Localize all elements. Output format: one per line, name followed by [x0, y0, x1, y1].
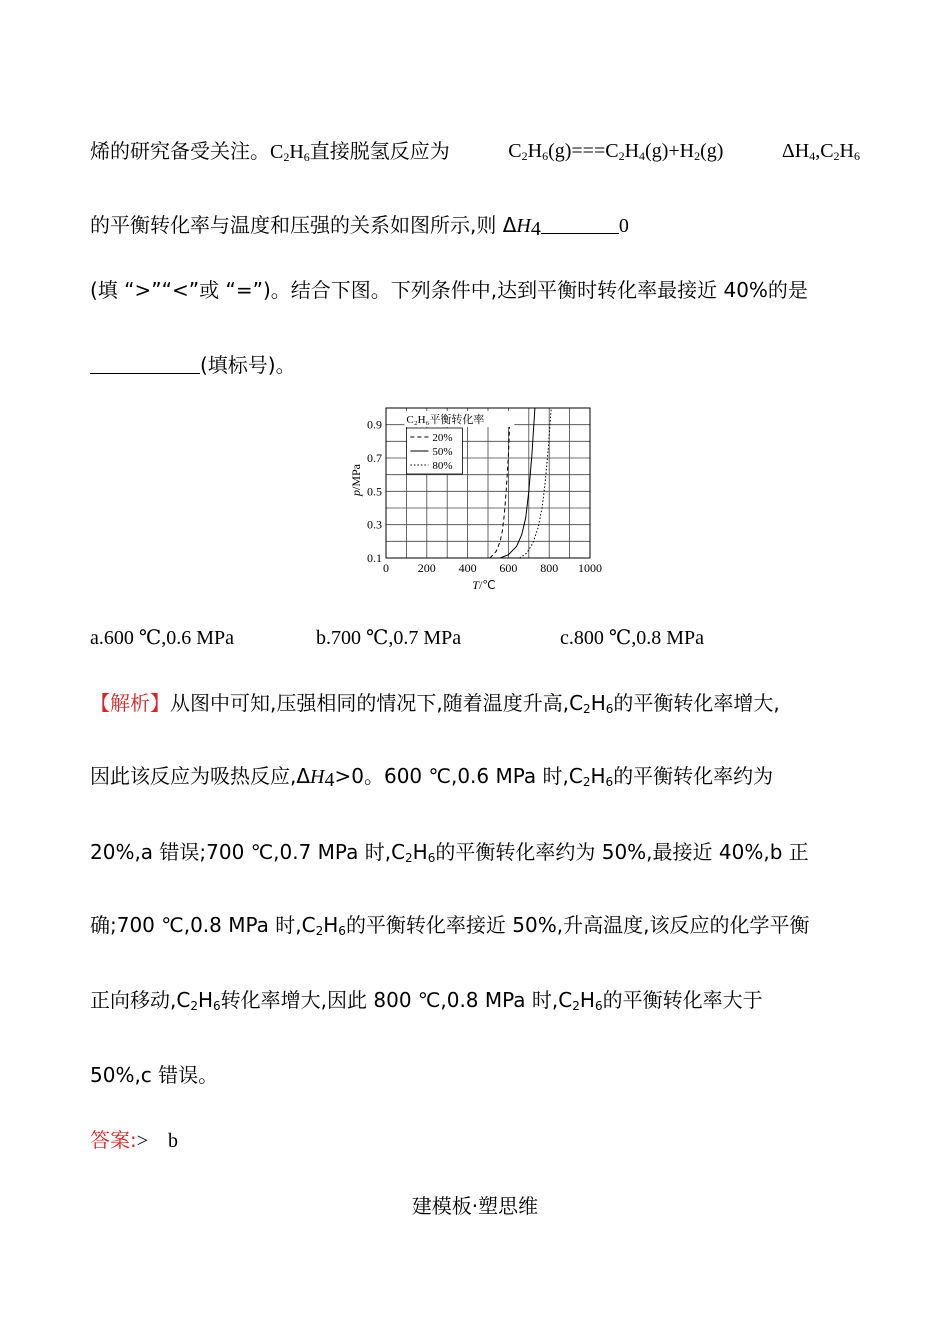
analysis-line-2: 因此该反应为吸热反应$,\Delta H_4>0$。600 ℃,0.6 MPa 时$,C_2H_6$的平衡转化率约为 — [90, 764, 774, 791]
analysis-line-6: 50%,c 错误。 — [90, 1063, 219, 1087]
series-line-20pct — [490, 408, 510, 558]
analysis-label: 【解析】 — [90, 691, 170, 715]
series-line-80pct — [520, 408, 552, 558]
question-line-1 — [90, 137, 860, 171]
y-tick-label: 0.1 — [367, 551, 382, 565]
y-axis-label: p/MPa — [349, 463, 363, 497]
y-tick-label: 0.9 — [367, 417, 382, 432]
q2-h: H — [516, 215, 531, 237]
question-line-4 — [90, 351, 296, 379]
option-c[interactable]: c.800 ℃,0.8 MPa — [560, 627, 705, 649]
analysis-line-4: 确;700 ℃,0.8 MPa 时$,C_2H_6$的平衡转化率接近 50%,升高温度,该反应的化学平衡 — [90, 913, 810, 938]
y-tick-label: 0.3 — [367, 517, 382, 532]
section-title: 建模板·塑思维 — [411, 1194, 539, 1218]
option-b[interactable]: b.700 ℃,0.7 MPa — [316, 627, 462, 649]
x-tick-label: 1000 — [578, 561, 602, 575]
analysis-line-1: 【解析】从图中可知,压强相同的情况下,随着温度升高$,C_2H_6$的平衡转化率增大, — [90, 691, 780, 716]
chart-legend — [404, 411, 514, 474]
y-tick-label: 0.7 — [367, 451, 382, 465]
reaction-equation: $C_2H_6(g)===C_2H_4(g)+H_2(g)$ — [508, 140, 724, 163]
answer-label: 答案: — [90, 1128, 137, 1152]
x-tick-label: 0 — [383, 561, 389, 575]
x-tick-label: 600 — [499, 561, 518, 575]
y-tick-label: 0.5 — [367, 484, 382, 499]
question-line-2 — [90, 211, 629, 243]
x-axis-label: T/℃ — [472, 578, 496, 592]
question-line-3 — [90, 276, 808, 304]
series-line-50pct — [500, 408, 535, 558]
q2-zero: 0 — [618, 215, 629, 237]
answer-value: > b — [136, 1130, 179, 1152]
x-tick-label: 400 — [458, 561, 477, 575]
q2-hsub: 4 — [530, 218, 541, 240]
enthalpy-symbol: $\Delta H_4,C_2H_6$ — [781, 140, 860, 163]
legend-label: 50% — [432, 446, 453, 458]
analysis-line-3: 20%,a 错误;700 ℃,0.7 MPa 时$,C_2H_6$的平衡转化率约为 50%,最接近 40%,b 正 — [90, 840, 809, 865]
x-tick-label: 200 — [417, 561, 436, 575]
q3-text: (填 “>”“<”或 “=”)。结合下图。下列条件中,达到平衡时转化率最接近 40%的是 — [90, 278, 808, 302]
answer-line — [90, 1126, 178, 1155]
legend-label: 80% — [432, 460, 453, 472]
answer-blank-2[interactable] — [90, 353, 200, 374]
option-a[interactable]: a.600 ℃,0.6 MPa — [90, 627, 235, 649]
legend-label: 20% — [432, 432, 453, 444]
analysis-line-5: 正向移动$,C_2H_6$转化率增大,因此 800 ℃,0.8 MPa 时$,C_2H_6$的平衡转化率大于 — [90, 988, 763, 1013]
q4-text: (填标号)。 — [200, 353, 296, 377]
q2-text: 的平衡转化率与温度和压强的关系如图所示,则 Δ — [90, 213, 517, 237]
x-tick-label: 800 — [540, 561, 559, 575]
legend-title: C₂H₆平衡转化率 — [406, 414, 485, 426]
q1-text: 烯的研究备受关注。$C_2H_6$直接脱氢反应为 — [90, 139, 450, 164]
equilibrium-chart — [330, 400, 620, 600]
chart-series — [490, 408, 551, 558]
answer-blank-1[interactable] — [541, 213, 619, 234]
